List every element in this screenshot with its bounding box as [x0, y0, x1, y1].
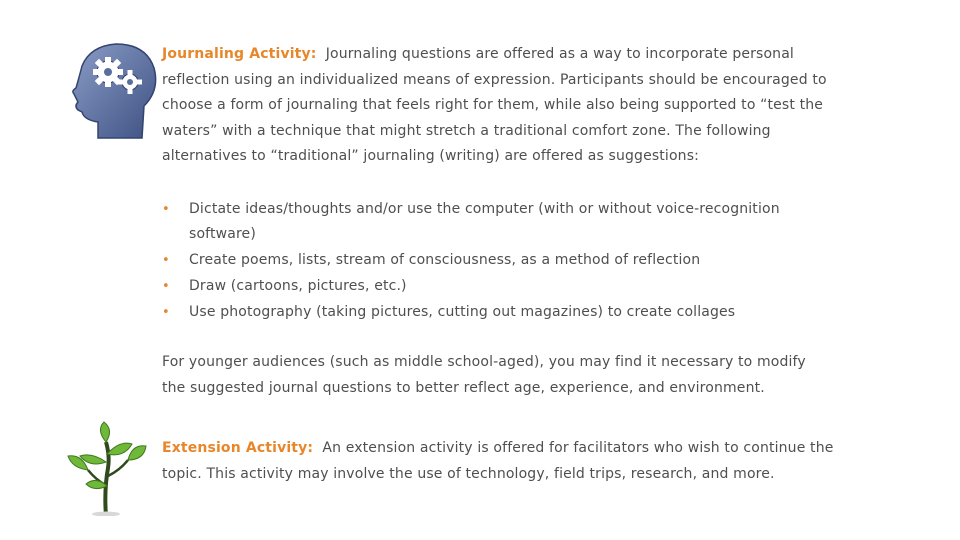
list-item — [162, 300, 822, 325]
journaling-text: Journaling questions are offered as a way to incorporate personal reflection using an individualized means of expression. Participants should be encouraged to choose a form of journaling that feels right for them, while also being supported to “test the waters” with a technique that might stretch a traditional comfort zone. The following alternatives to “traditional” journaling (writing) are offered as suggestions: — [162, 46, 827, 164]
extension-label: Extension Activity: — [162, 440, 314, 456]
head-gears-icon — [68, 40, 158, 142]
list-item — [162, 274, 822, 299]
extension-text: An extension activity is offered for facilitators who wish to continue the topic. This activity may involve the use of technology, field trips, research, and more. — [162, 440, 834, 482]
extension-paragraph — [162, 436, 842, 487]
bullet-marker: • — [162, 305, 170, 320]
younger-audiences-paragraph: For younger audiences (such as middle school-aged), you may find it necessary to modify the suggested journal questions to better reflect age, experience, and environment. — [162, 354, 806, 396]
list-item-text: Use photography (taking pictures, cutting out magazines) to create collages — [189, 304, 736, 320]
plant-sprout-icon — [66, 420, 148, 516]
list-item-text: Dictate ideas/thoughts and/or use the computer (with or without voice-recognition software) — [189, 201, 780, 242]
bullet-marker: • — [162, 279, 170, 294]
bullet-marker: • — [162, 202, 170, 217]
list-item-text: Create poems, lists, stream of consciousness, as a method of reflection — [189, 252, 701, 268]
list-item — [162, 248, 822, 273]
journaling-paragraph — [162, 42, 830, 170]
list-item-text: Draw (cartoons, pictures, etc.) — [189, 278, 407, 294]
suggestion-list — [162, 197, 822, 326]
list-item — [162, 197, 822, 247]
journaling-label: Journaling Activity: — [162, 46, 317, 62]
bullet-marker: • — [162, 253, 170, 268]
